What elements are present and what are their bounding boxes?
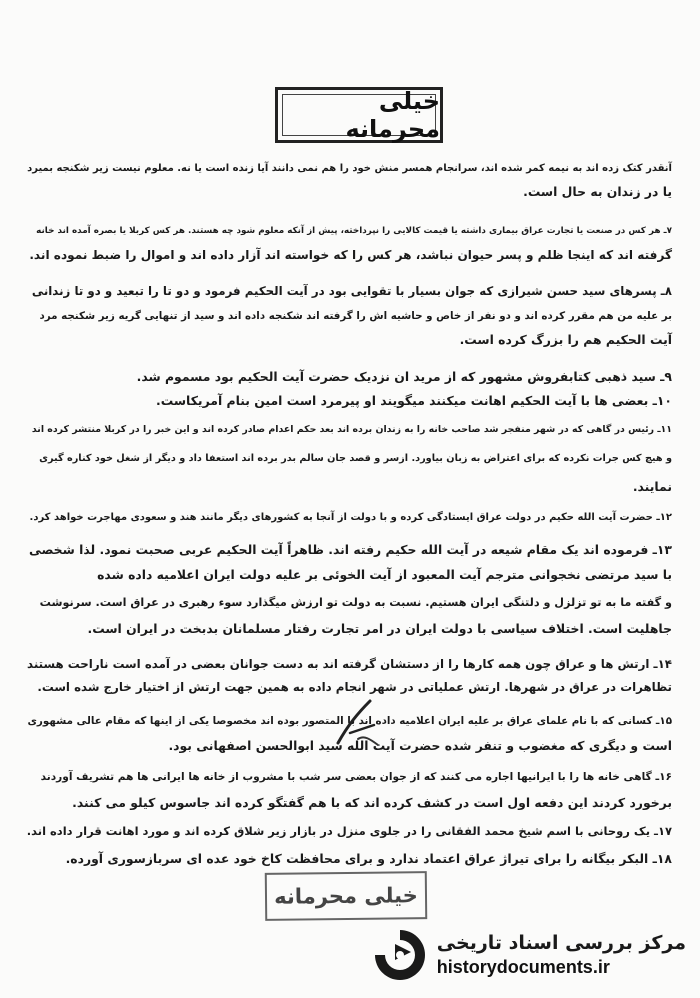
text-line: ۸ـ پسرهای سید حسن شیرازی که جوان بسیار با تقوایی بود در آیت الحکیم فرمود و دو تا را تبعید و دو تا زندانی xyxy=(31,284,672,298)
text-line: ۱۴ـ ارتش ها و عراق چون همه کارها را از دستشان گرفته اند به دست جوانان بعضی در آمده است ناراحت هستند xyxy=(27,657,672,671)
text-line: گرفته اند که اینجا ظلم و پسر حیوان نباشد، هر کس را که خواسته اند آزار داده اند و اموال را ضبط نموده اند. xyxy=(29,248,672,262)
text-line: نمایند. xyxy=(632,479,672,494)
text-line: است و دیگری که مغضوب و تنفر شده حضرت آیت الله سید ابوالحسن اصفهانی بود. xyxy=(168,738,672,753)
handwritten-mark-icon xyxy=(330,695,390,755)
text-line: آنقدر کتک زده اند به نیمه کمر شده اند، سرانجام همسر منش خود را هم نمی دانند آیا زنده است یا نه. معلوم نیست زیر شکنجه بمیرد xyxy=(27,163,672,174)
bottom-secret-stamp: خیلی محرمانه xyxy=(265,871,427,921)
logo-url[interactable]: historydocuments.ir xyxy=(436,957,610,977)
text-line: جاهلیت است. اختلاف سیاسی با دولت ایران در امر تجارت رفتار مسلمانان بدبخت در ایران است. xyxy=(87,621,672,636)
text-line: با سید مرتضی نخجوانی مترجم آیت المعبود از آیت الخوئی بر علیه دولت ایران اعلامیه داده شده xyxy=(97,567,672,582)
text-line: ۱۸ـ البکر بیگانه را برای تیراژ عراق اعتماد ندارد و برای محافظت کاخ خود عده ای سربازسوری آورده. xyxy=(65,851,672,866)
text-line: ۷ـ هر کس در صنعت یا تجارت عراق بیماری داشته یا قیمت کالایی را نپرداخته، پیش از آنکه معلوم شود چه هستند. هر کس کربلا یا بصره آمده اند خانه xyxy=(36,226,672,236)
logo-text xyxy=(437,932,686,978)
text-line: برخورد کردند این دفعه اول است در کشف کرده اند که با هم گفتگو کرده اند جاسوس کیلو می کنند. xyxy=(72,795,672,810)
text-line: ۱۰ـ بعضی ها با آیت الحکیم اهانت میکنند میگویند او پیرمرد است امین بنام آمریکاست. xyxy=(156,393,672,408)
text-line: ۱۶ـ گاهی خانه ها را با ایرانیها اجاره می کنند که از جوان بعضی سر شب با مشروب از خانه ها ایرانی ها هم تشریف آوردند xyxy=(40,771,672,783)
text-line: و هیچ کس جرات نکرده که برای اعتراض به زبان بیاورد. ازسر و قصد جان سالم بدر برده اند استعفا داد و دیگر از شغل خود کناره گیری xyxy=(39,453,672,464)
text-line: ۹ـ سید ذهبی کتابفروش مشهور که از مرید ان نزدیک حضرت آیت الحکیم بود مسموم شد. xyxy=(136,369,672,384)
text-line: ۱۱ـ رئیس در گاهی که در شهر منفجر شد صاحب خانه را به زندان برده اند بعد حکم اعدام صادر کرده اند و این خبر را در کربلا منتشر کرده اند xyxy=(31,424,672,435)
text-line: ۱۳ـ فرموده اند یک مقام شیعه در آیت الله حکیم رفته اند. ظاهراً آیت الحکیم عربی صحبت نمود. لذا شخصی xyxy=(28,542,672,557)
logo-title: مرکز بررسی اسناد تاریخی xyxy=(436,932,686,954)
top-secret-stamp: خیلی محرمانه xyxy=(275,87,443,143)
text-line: یا در زندان به حال است. xyxy=(523,184,672,199)
text-line: ۱۲ـ حضرت آیت الله حکیم در دولت عراق ایستادگی کرده و با دولت از آنجا به کشورهای دیگر مانند هند و سعودی مهاجرت خواهد کرد. xyxy=(29,512,672,523)
text-line: ۱۵ـ کسانی که با نام علمای عراق بر علیه ایران اعلامیه داده اند با المتصور بوده اند مخصوصا یکی از اینها که مقام عالی مشهوری xyxy=(27,715,672,727)
text-line: تظاهرات در عراق در شهرها. ارتش عملیاتی در شهر انجام داده به همین جهت ارتش از اختیار خارج شده است. xyxy=(37,680,672,694)
text-line: آیت الحکیم هم را بزرگ کرده است. xyxy=(459,332,672,347)
text-line: بر علیه من هم مقرر کرده اند و دو نفر از خاص و حاشیه اش را گرفته اند شکنجه داده اند و سید از تنهایی گریه زیر شکنجه مرد xyxy=(39,310,672,322)
archive-logo xyxy=(371,926,686,984)
archive-logo-icon xyxy=(371,926,429,984)
text-line: و گفته ما به تو تزلزل و دلتنگی ایران هستیم. نسبت به دولت تو ارزش میگذارد سوء رهبری در عراق است. سرنوشت xyxy=(39,596,672,609)
text-line: ۱۷ـ یک روحانی با اسم شیخ محمد الفقانی را در جلوی منزل در بازار زیر شلاق کرده اند و مورد اهانت قرار داده اند. xyxy=(26,824,672,838)
